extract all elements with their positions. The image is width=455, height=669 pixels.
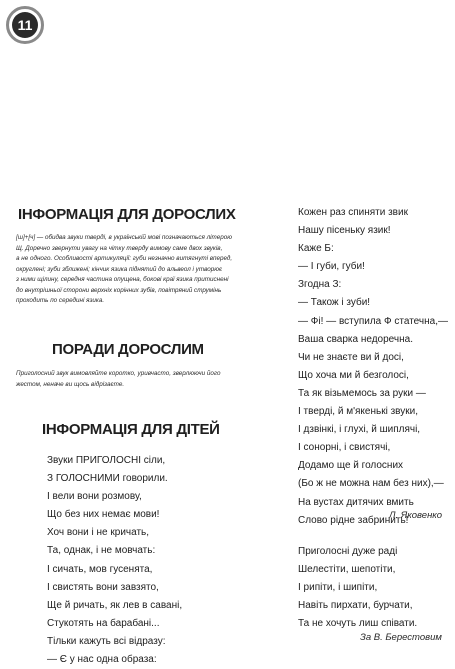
right-poem xyxy=(298,204,448,530)
adults-info-heading: ІНФОРМАЦІЯ ДЛЯ ДОРОСЛИХ xyxy=(18,206,236,223)
poem-line: Чи не знаєте ви й досі, xyxy=(298,351,404,363)
poem-line: — І губи, губи! xyxy=(298,261,365,273)
poem-line: Нашу пісеньку язик! xyxy=(298,225,391,237)
poem-line: Приголосні дуже раді xyxy=(298,546,398,557)
poem-line: З ГОЛОСНИМИ говорили. xyxy=(47,473,168,485)
poem-line: Хоч вони і не кричать, xyxy=(47,527,150,539)
adults-info-line: округлені; зуби зближені; кінчик язика піднятий до альвеол і утворює xyxy=(16,265,223,273)
advice-line: Приголосний звук вимовляйте коротко, уривчасто, зверлюючи його xyxy=(16,370,221,377)
poem-line: І тверді, й м'якенькі звуки, xyxy=(298,406,418,418)
poem-line: І дзвінкі, і глухі, й шиплячі, xyxy=(298,424,421,436)
poem-line: Шелестіти, шепотіти, xyxy=(298,564,396,576)
poem-line: І рипіти, і шипіти, xyxy=(298,582,378,594)
poem-line: Що хоча ми й безголосі, xyxy=(298,369,409,381)
poem-line: І сонорні, і свистячі, xyxy=(298,442,391,454)
adults-info-line: Щ. Доречно звернути увагу на чітку тверду вимову саме двох звуків, xyxy=(16,244,223,252)
poem-line: — Фі! — вступила Ф статечна,— xyxy=(298,315,448,327)
poem-line: Навіть пирхати, бурчати, xyxy=(298,600,413,612)
poem-line: Додамо ще й голосних xyxy=(298,460,404,472)
poem-line: — Є у нас одна образа: xyxy=(47,654,157,666)
advice-heading: ПОРАДИ ДОРОСЛИМ xyxy=(52,341,204,358)
kids-info-poem xyxy=(47,452,182,669)
page-number-badge xyxy=(6,6,44,44)
page-number: 11 xyxy=(12,12,38,38)
poem-line: І свистять вони завзято, xyxy=(47,581,159,593)
adults-info-line: до внутрішньої сторони верхніх корінних зубів, повітряний струмінь xyxy=(16,286,222,294)
poem-line: Та як візьмемось за руки — xyxy=(298,387,426,399)
poem-line: Тільки кажуть всі відразу: xyxy=(47,635,166,647)
poem-line: І сичать, мов гусенята, xyxy=(47,563,153,575)
poem-author: Л. Яковенко xyxy=(389,510,443,521)
poem-line: Стукотять на барабані... xyxy=(47,617,160,629)
poem-line: Звуки ПРИГОЛОСНІ сіли, xyxy=(47,455,166,466)
poem-line: Що без них немає мови! xyxy=(47,509,160,521)
poem-line: Ваша сварка недоречна. xyxy=(298,333,413,345)
advice-line: жестом, неначе ви щось відрізаєте. xyxy=(16,380,125,388)
kids-info-heading: ІНФОРМАЦІЯ ДЛЯ ДІТЕЙ xyxy=(42,421,220,438)
right-poem-2 xyxy=(298,543,417,633)
poem-line: І вели вони розмову, xyxy=(47,491,142,503)
poem-line: Кожен раз спиняти звик xyxy=(298,207,408,218)
poem-line: (Бо ж не можна нам без них),— xyxy=(298,478,444,490)
adults-info-line: [ш]+[ч] — обидва звуки тверді, в українській мові позначаються літерою xyxy=(16,234,233,241)
poem-line: Ще й ричать, як лев в савані, xyxy=(47,599,183,611)
adults-info-line: а не одного. Особливості артикуляції: губи незначно витягнуті вперед, xyxy=(16,255,233,262)
poem-line: Каже Б: xyxy=(298,243,334,255)
advice-text xyxy=(16,369,220,390)
poem-author: За В. Берестовим xyxy=(360,632,442,643)
adults-info-text xyxy=(16,233,232,307)
poem-line: Слово рідне забринить! xyxy=(298,514,409,526)
adults-info-line: з ними щілину, середня частина опущена, бокові краї язика притиснені xyxy=(16,276,229,283)
poem-line: Згодна З: xyxy=(298,279,342,291)
poem-line: Та не хочуть лиш співати. xyxy=(298,618,418,630)
poem-line: Та, однак, і не мовчать: xyxy=(47,545,156,557)
adults-info-line: проходить по середині язика. xyxy=(16,297,105,304)
poem-line: На вустах дитячих вмить xyxy=(298,496,414,508)
poem-line: — Також і зуби! xyxy=(298,297,371,309)
